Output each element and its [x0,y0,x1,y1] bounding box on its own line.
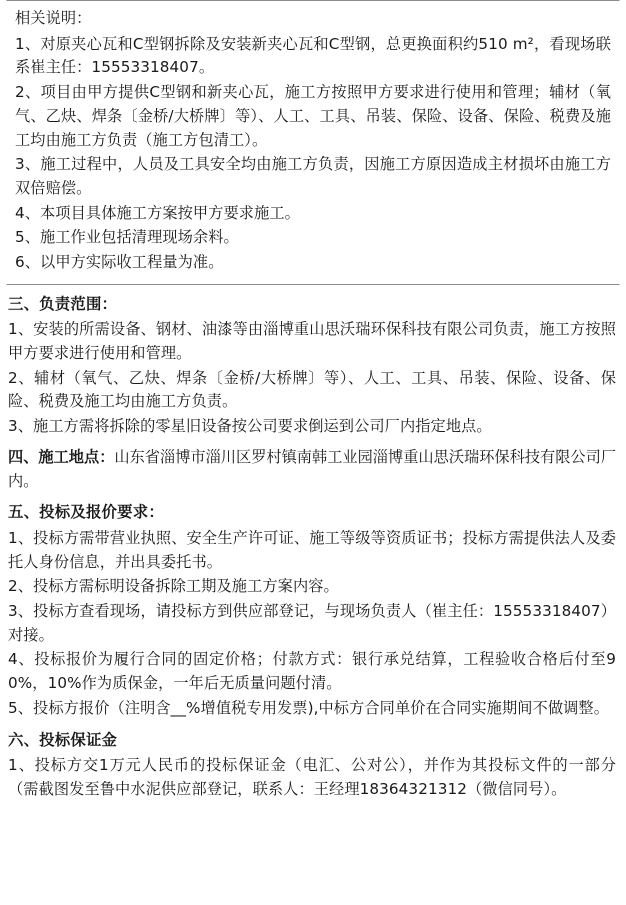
responsibility-item: 3、施工方需将拆除的零星旧设备按公司要求倒运到公司厂内指定地点。 [8,417,492,436]
bidding-item: 2、投标方需标明设备拆除工期及施工方案内容。 [8,577,339,596]
related-notes-box [6,0,620,285]
section-site [8,446,616,493]
bidding-item: 5、投标方报价（注明含__%增值税专用发票),中标方合同单价在合同实施期间不做调整。 [8,698,609,717]
deposit-item: 1、投标方交1万元人民币的投标保证金（电汇、公对公），并作为其投标文件的一部分（需截图发至鲁中水泥供应部登记，联系人：王经理18364321312（微信同号）。 [8,756,616,798]
related-note-item: 2、项目由甲方提供C型钢和新夹心瓦，施工方按照甲方要求进行使用和管理；辅材（氧气、乙炔、焊条〔金桥/大桥牌〕等）、人工、工具、吊装、保险、设备、保险、税费及施工均由施工方负责（施工方包清工）。 [15,83,611,149]
related-note-item: 4、本项目具体施工方案按甲方要求施工。 [15,203,300,222]
bidding-item: 4、投标报价为履行合同的固定价格；付款方式：银行承兑结算，工程验收合格后付至90%，10%作为质保金，一年后无质量问题付清。 [8,650,616,693]
bidding-item: 1、投标方需带营业执照、安全生产许可证、施工等级等资质证书；投标方需提供法人及委托人身份信息，并出具委托书。 [8,528,616,571]
section-heading-bidding: 五、投标及报价要求： [8,503,164,522]
related-note-item: 3、施工过程中，人员及工具安全均由施工方负责，因施工方原因造成主材损坏由施工方双倍赔偿。 [15,155,611,197]
section-heading-deposit: 六、投标保证金 [8,730,118,749]
responsibility-item: 2、辅材（氧气、乙炔、焊条〔金桥/大桥牌〕等）、人工、工具、吊装、保险、设备、保险、税费及施工均由施工方负责。 [8,368,616,411]
related-note-item: 1、对原夹心瓦和C型钢拆除及安装新夹心瓦和C型钢，总更换面积约510 m²，看现场联系崔主任：15553318407。 [15,34,611,77]
section-heading-responsibility: 三、负责范围： [8,294,118,313]
related-notes-title: 相关说明： [15,9,92,27]
related-note-item: 6、以甲方实际收工程量为准。 [15,253,224,272]
body-sections [0,292,626,802]
section-site-text: 山东省淄博市淄川区罗村镇南韩工业园淄博重山思沃瑞环保科技有限公司厂内。 [8,447,617,490]
bidding-item: 3、投标方查看现场，请投标方到供应部登记，与现场负责人（崔主任：15553318407）对接。 [8,602,616,644]
related-note-item: 5、施工作业包括清理现场余料。 [15,228,239,247]
section-heading-site: 四、施工地点： [8,447,115,466]
responsibility-item: 1、安装的所需设备、钢材、油漆等由淄博重山思沃瑞环保科技有限公司负责，施工方按照甲方要求进行使用和管理。 [8,320,616,363]
